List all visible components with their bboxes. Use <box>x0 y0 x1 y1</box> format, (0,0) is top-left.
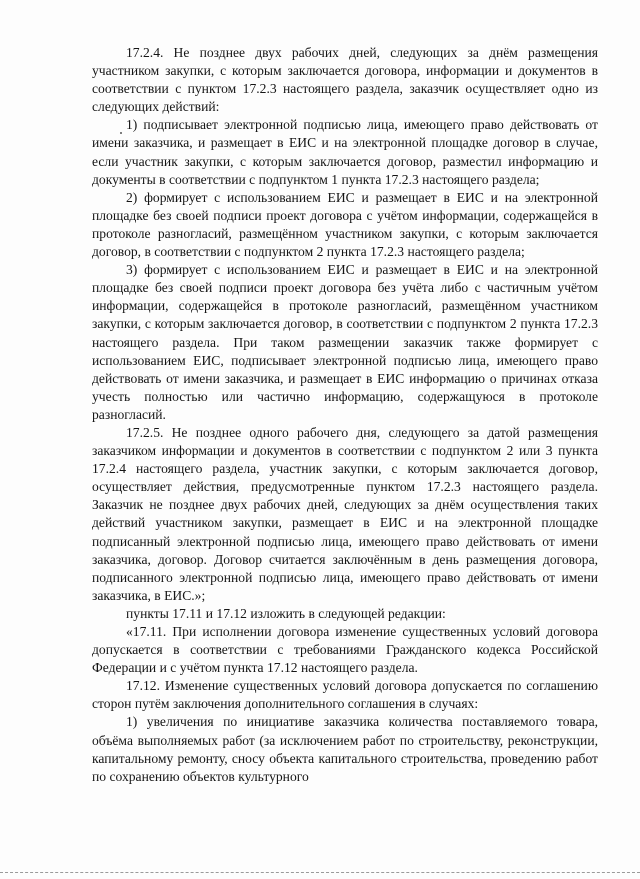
scan-edge-line <box>0 872 640 873</box>
paragraph-17-11: «17.11. При исполнении договора изменение существенных условий договора допускается в соответствии с требованиями Гражданского кодекса Российской Федерации и с учётом пункта 17.12 настоящего раздела. <box>92 624 598 676</box>
scan-speck <box>120 132 122 134</box>
document-body <box>92 44 598 786</box>
paragraph-17-12: 17.12. Изменение существенных условий договора допускается по соглашению сторон путём заключения дополнительного соглашения в случаях: <box>92 678 598 712</box>
paragraph-17-2-5: 17.2.5. Не позднее одного рабочего дня, следующего за датой размещения заказчиком информации и документов в соответствии с подпунктом 2 или 3 пункта 17.2.4 настоящего раздела, участник закупки, с которым заключается договор, осуществляет действия, предусмотренные пунктом 17.2.3 настоящего раздела. Заказчик не позднее двух рабочих дней, следующих за днём осуществления таких действий участником закупки, размещает в ЕИС и на электронной площадке подписанный электронной подписью лица, имеющего право действовать от имени заказчика, договор. Договор считается заключённым в день размещения договора, подписанного электронной подписью лица, имеющего право действовать от имени заказчика, в ЕИС.»; <box>92 424 598 603</box>
paragraph-subitem-2: 2) формирует с использованием ЕИС и размещает в ЕИС и на электронной площадке без своей подписи проект договора с учётом информации, содержащейся в протоколе разногласий, размещённом участником закупки, с которым заключается договор, в соответствии с подпунктом 2 пункта 17.2.3 настоящего раздела; <box>92 189 598 260</box>
paragraph-17-12-item-1: 1) увеличения по инициативе заказчика количества поставляемого товара, объёма выполняемых работ (за исключением работ по строительству, реконструкции, капитальному ремонту, сносу объекта капитального строительства, проведению работ по сохранению объектов культурного <box>92 714 598 784</box>
paragraph-17-2-4: 17.2.4. Не позднее двух рабочих дней, следующих за днём размещения участником закупки, с которым заключается договора, информации и документов в соответствии с пунктом 17.2.3 настоящего раздела, заказчик осуществляет одно из следующих действий: <box>92 45 598 115</box>
paragraph-subitem-3: 3) формирует с использованием ЕИС и размещает в ЕИС и на электронной площадке без своей подписи проект договора без учёта либо с частичным учётом информации, содержащейся в протоколе разногласий, размещённом участником закупки, с которым заключается договор, в соответствии с подпунктом 2 пункта 17.2.3 настоящего раздела. При таком размещении заказчик также формирует с использованием ЕИС, подписывает электронной подписью лица, имеющего право действовать от имени заказчика, и размещает в ЕИС информацию о причинах отказа учесть полностью или частично информацию, содержащуюся в протоколе разногласий. <box>92 262 598 422</box>
paragraph-amendment-intro: пункты 17.11 и 17.12 изложить в следующей редакции: <box>126 605 446 621</box>
paragraph-subitem-1: 1) подписывает электронной подписью лица, имеющего право действовать от имени заказчика, и размещает в ЕИС и на электронной площадке договор в случае, если участник закупки, с которым заключается договор, разместил информацию и документы в соответствии с подпунктом 1 пункта 17.2.3 настоящего раздела; <box>92 117 598 187</box>
